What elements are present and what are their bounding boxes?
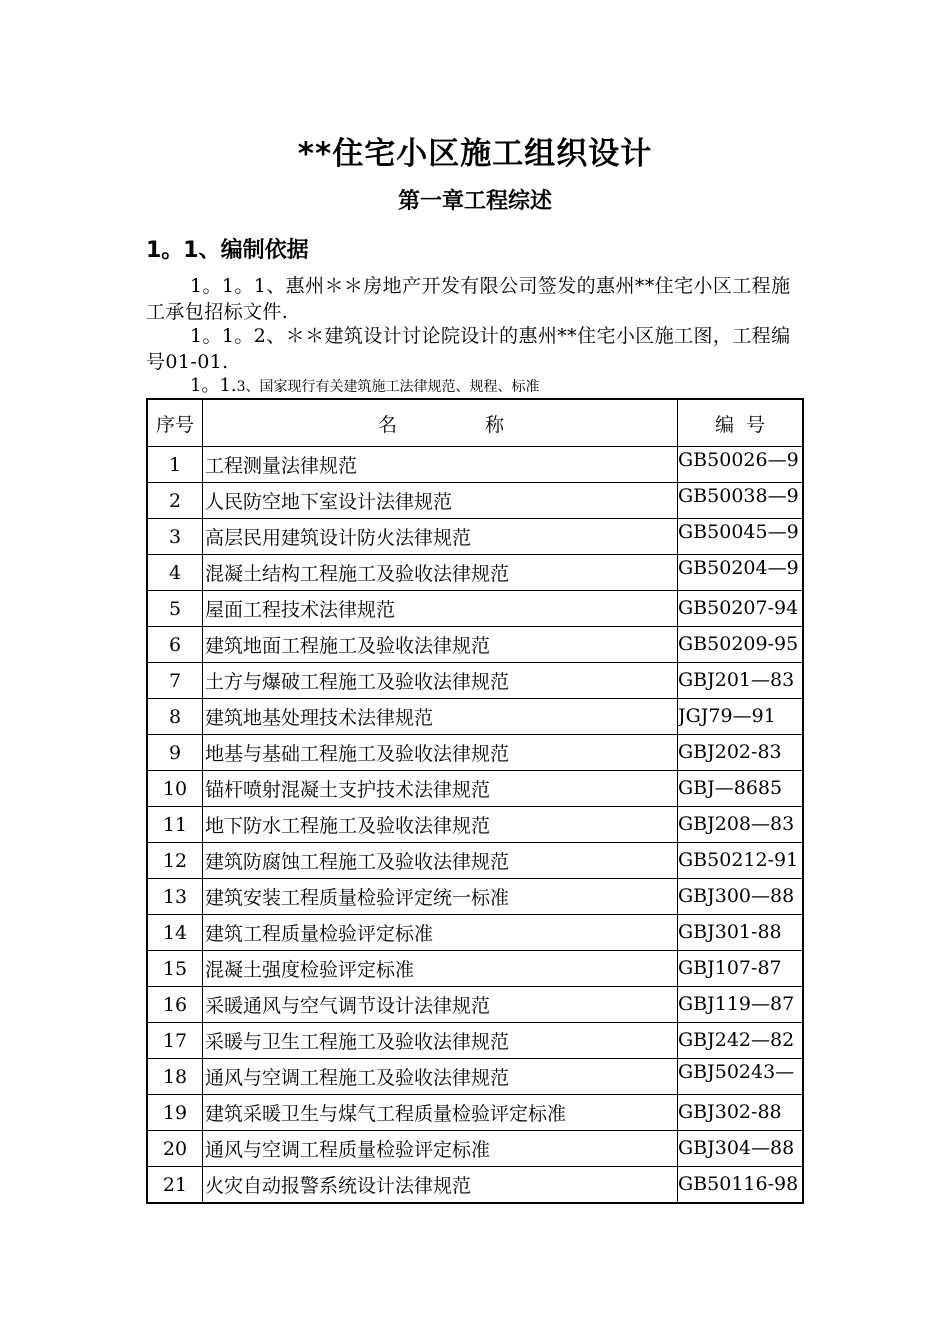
paragraph-2: 1。1。2、＊＊建筑设计讨论院设计的惠州**住宅小区施工图，工程编号01-01. — [146, 325, 791, 373]
standard-name: 采暖与卫生工程施工及验收法律规范 — [203, 1023, 678, 1059]
table-row — [147, 627, 803, 663]
row-number: 18 — [147, 1059, 203, 1095]
paragraph-3 — [190, 374, 540, 399]
standard-code-cell — [678, 951, 804, 987]
standard-code: GB50209-95 — [678, 633, 799, 655]
standard-code-cell — [678, 699, 804, 735]
standard-code: GBJ302-88 — [678, 1101, 782, 1123]
standard-code: GBJ304—88 — [678, 1137, 795, 1159]
standard-code: GBJ119—87 — [678, 993, 795, 1015]
header-no: 序号 — [147, 399, 203, 447]
standard-name: 建筑地基处理技术法律规范 — [203, 699, 678, 735]
standard-code-cell — [678, 1095, 804, 1131]
standard-name: 建筑安装工程质量检验评定统一标准 — [203, 879, 678, 915]
standard-code-cell — [678, 447, 804, 483]
standard-code-cell — [678, 1023, 804, 1059]
header-code-a: 编 — [714, 413, 734, 436]
section-heading: 1。1、编制依据 — [146, 238, 309, 263]
row-number: 20 — [147, 1131, 203, 1167]
standard-code: GBJ242—82 — [678, 1029, 795, 1051]
row-number: 15 — [147, 951, 203, 987]
standard-code: GB50038—9 — [678, 484, 799, 507]
header-code-b: 号 — [746, 413, 766, 436]
standards-table — [146, 398, 804, 1204]
standard-code-cell — [678, 843, 804, 879]
table-row — [147, 915, 803, 951]
header-name-b: 称 — [485, 413, 505, 436]
table-row — [147, 1131, 803, 1167]
row-number: 17 — [147, 1023, 203, 1059]
row-number: 10 — [147, 771, 203, 807]
row-number: 2 — [147, 483, 203, 519]
chapter-heading: 第一章工程综述 — [397, 189, 552, 214]
standard-code: GBJ301-88 — [678, 921, 782, 943]
table-row — [147, 591, 803, 627]
standard-name: 建筑地面工程施工及验收法律规范 — [203, 627, 678, 663]
standard-code: GBJ—8685 — [678, 777, 783, 799]
standard-name: 通风与空调工程施工及验收法律规范 — [203, 1059, 678, 1095]
table-row — [147, 843, 803, 879]
paragraph-3-prefix: 1。1. — [190, 375, 237, 396]
standard-code: GBJ208—83 — [678, 813, 795, 835]
standard-name: 混凝土强度检验评定标准 — [203, 951, 678, 987]
paragraph-3-text: 3、国家现行有关建筑施工法律规范、规程、标准 — [236, 379, 540, 395]
standard-code-cell — [678, 735, 804, 771]
row-number: 16 — [147, 987, 203, 1023]
standard-name: 土方与爆破工程施工及验收法律规范 — [203, 663, 678, 699]
standard-code-cell — [678, 555, 804, 591]
row-number: 4 — [147, 555, 203, 591]
row-number: 11 — [147, 807, 203, 843]
standard-code-cell — [678, 483, 804, 519]
table-row — [147, 1023, 803, 1059]
table-row — [147, 555, 803, 591]
standard-code-cell — [678, 1131, 804, 1167]
standard-code-cell — [678, 663, 804, 699]
standard-name: 高层民用建筑设计防火法律规范 — [203, 519, 678, 555]
row-number: 5 — [147, 591, 203, 627]
row-number: 6 — [147, 627, 203, 663]
standard-name: 通风与空调工程质量检验评定标准 — [203, 1131, 678, 1167]
standard-code-cell — [678, 987, 804, 1023]
standard-name: 屋面工程技术法律规范 — [203, 591, 678, 627]
row-number: 8 — [147, 699, 203, 735]
standard-name: 工程测量法律规范 — [203, 447, 678, 483]
row-number: 7 — [147, 663, 203, 699]
table-row — [147, 1167, 803, 1204]
standard-code-cell — [678, 519, 804, 555]
table-header-row — [147, 399, 803, 447]
table-row — [147, 771, 803, 807]
table-row — [147, 735, 803, 771]
standard-code-cell — [678, 915, 804, 951]
table-row — [147, 1095, 803, 1131]
document-title: **住宅小区施工组织设计 — [297, 136, 653, 172]
standard-name: 地下防水工程施工及验收法律规范 — [203, 807, 678, 843]
standard-code-cell — [678, 1059, 804, 1095]
standard-code: GB50212-91 — [678, 849, 799, 871]
table-row — [147, 879, 803, 915]
standard-name: 混凝土结构工程施工及验收法律规范 — [203, 555, 678, 591]
standard-code-cell — [678, 807, 804, 843]
standard-code: GB50026—9 — [678, 448, 799, 471]
standard-name: 建筑防腐蚀工程施工及验收法律规范 — [203, 843, 678, 879]
standard-code: GBJ107-87 — [678, 957, 782, 979]
row-number: 13 — [147, 879, 203, 915]
standard-name: 人民防空地下室设计法律规范 — [203, 483, 678, 519]
row-number: 14 — [147, 915, 203, 951]
standard-code: GBJ201—83 — [678, 669, 795, 691]
standard-code: GBJ300—88 — [678, 885, 795, 907]
table-row — [147, 807, 803, 843]
row-number: 1 — [147, 447, 203, 483]
header-code — [678, 399, 804, 447]
standard-name: 火灾自动报警系统设计法律规范 — [203, 1167, 678, 1204]
row-number: 21 — [147, 1167, 203, 1204]
table-row — [147, 663, 803, 699]
row-number: 19 — [147, 1095, 203, 1131]
standard-code: GBJ202-83 — [678, 741, 782, 763]
table-row — [147, 519, 803, 555]
standard-name: 建筑采暖卫生与煤气工程质量检验评定标准 — [203, 1095, 678, 1131]
table-row — [147, 987, 803, 1023]
standard-code: GBJ50243— — [678, 1060, 795, 1083]
standard-code: JGJ79—91 — [678, 705, 776, 727]
standard-code-cell — [678, 771, 804, 807]
standard-code-cell — [678, 627, 804, 663]
standard-code-cell — [678, 1167, 804, 1204]
standard-code-cell — [678, 591, 804, 627]
table-row — [147, 699, 803, 735]
table-row — [147, 1059, 803, 1095]
table-row — [147, 483, 803, 519]
header-name — [203, 399, 678, 447]
row-number: 3 — [147, 519, 203, 555]
standard-code-cell — [678, 879, 804, 915]
standard-code: GB50045—9 — [678, 520, 799, 543]
standard-code: GB50204—9 — [678, 556, 799, 579]
paragraph-1: 1。1。1、惠州＊＊房地产开发有限公司签发的惠州**住宅小区工程施工承包招标文件. — [146, 275, 791, 323]
standard-code: GB50207-94 — [678, 597, 799, 619]
standard-name: 采暖通风与空气调节设计法律规范 — [203, 987, 678, 1023]
standard-name: 地基与基础工程施工及验收法律规范 — [203, 735, 678, 771]
table-row — [147, 447, 803, 483]
standard-name: 建筑工程质量检验评定标准 — [203, 915, 678, 951]
standard-code: GB50116-98 — [678, 1173, 799, 1195]
header-name-a: 名 — [377, 413, 397, 436]
standard-name: 锚杆喷射混凝土支护技术法律规范 — [203, 771, 678, 807]
table-row — [147, 951, 803, 987]
row-number: 9 — [147, 735, 203, 771]
row-number: 12 — [147, 843, 203, 879]
